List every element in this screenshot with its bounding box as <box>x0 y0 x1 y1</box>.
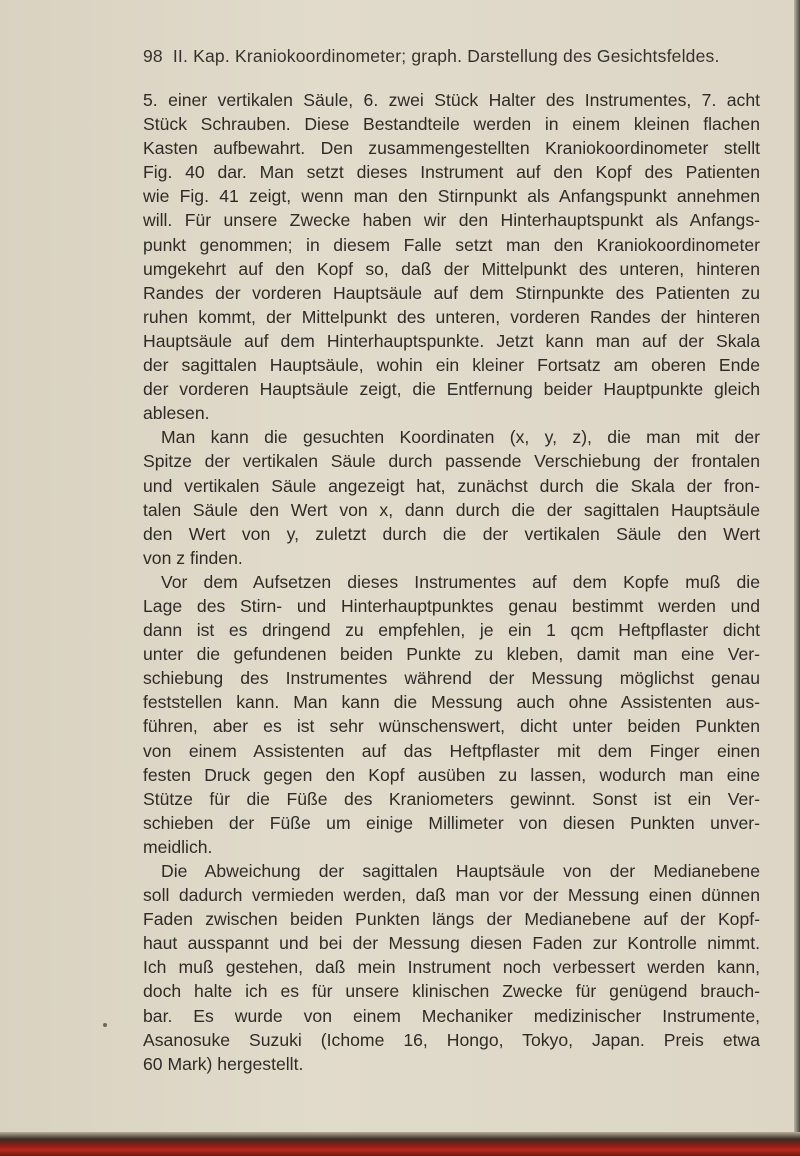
paragraph <box>143 425 760 570</box>
running-header <box>143 46 743 67</box>
text-line: Lage des Stirn- und Hinterhauptpunktes genau bestimmt werden und <box>143 595 760 616</box>
paragraph <box>143 570 760 859</box>
text-line: 5. einer vertikalen Säule, 6. zwei Stück Halter des Instrumentes, 7. acht <box>143 90 760 110</box>
text-line: doch halte ich es für unsere klinischen Zwecke für genügend brauch- <box>143 981 760 1002</box>
text-line: will. Für unsere Zwecke haben wir den Hinterhauptspunkt als Anfangs- <box>143 210 760 231</box>
text-line: Ich muß gestehen, daß mein Instrument noch verbessert werden kann, <box>143 957 760 978</box>
page-speck <box>103 1023 107 1027</box>
text-line: der vorderen Hauptsäule zeigt, die Entfernung beider Hauptpunkte gleich <box>143 379 760 400</box>
text-line: bar. Es wurde von einem Mechaniker medizinischer Instrumente, <box>143 1005 760 1026</box>
text-line: führen, aber es ist sehr wünschenswert, dicht unter beiden Punkten <box>143 716 760 737</box>
text-line: wie Fig. 41 zeigt, wenn man den Stirnpunkt als Anfangspunkt annehmen <box>143 186 760 207</box>
text-line: ablesen. <box>143 403 210 424</box>
text-line: Randes der vorderen Hauptsäule auf dem Stirnpunkte des Patienten zu <box>143 282 760 303</box>
text-line: feststellen kann. Man kann die Messung auch ohne Assistenten aus- <box>143 692 760 713</box>
text-line: und vertikalen Säule angezeigt hat, zunächst durch die Skala der fron- <box>143 475 760 496</box>
paragraph <box>143 88 760 425</box>
text-line: Asanosuke Suzuki (Ichome 16, Hongo, Tokyo, Japan. Preis etwa <box>143 1029 760 1050</box>
text-line: meidlich. <box>143 836 213 857</box>
text-line: punkt genommen; in diesem Falle setzt man den Kraniokoordinometer <box>143 234 760 255</box>
page-edge-shadow <box>794 0 800 1156</box>
text-line: 60 Mark) hergestellt. <box>143 1053 304 1074</box>
paragraph <box>143 859 760 1076</box>
text-line: haut ausspannt und bei der Messung diesen Faden zur Kontrolle nimmt. <box>143 933 760 954</box>
text-line: von z finden. <box>143 547 243 568</box>
text-line: unter die gefundenen beiden Punkte zu kleben, damit man eine Ver- <box>143 644 760 665</box>
text-line: Fig. 40 dar. Man setzt dieses Instrument auf den Kopf des Patienten <box>143 162 760 183</box>
text-line: Stück Schrauben. Diese Bestandteile werden in einem kleinen flachen <box>143 114 760 135</box>
text-line: festen Druck gegen den Kopf ausüben zu lassen, wodurch man eine <box>143 764 760 785</box>
text-line: schiebung des Instrumentes während der Messung möglichst genau <box>143 668 760 689</box>
text-line: umgekehrt auf den Kopf so, daß der Mittelpunkt des unteren, hinteren <box>143 258 760 279</box>
text-line: Hauptsäule auf dem Hinterhauptspunkte. Jetzt kann man auf der Skala <box>143 330 760 351</box>
text-line: Kasten aufbewahrt. Den zusammengestellten Kraniokoordinometer stellt <box>143 138 760 159</box>
text-line: Vor dem Aufsetzen dieses Instrumentes auf dem Kopfe muß die <box>161 571 760 592</box>
text-line: soll dadurch vermieden werden, daß man vor der Messung einen dünnen <box>143 885 760 906</box>
text-line: Faden zwischen beiden Punkten längs der Medianebene auf der Kopf- <box>143 909 760 930</box>
book-edge-band <box>0 1132 800 1156</box>
text-line: dann ist es dringend zu empfehlen, je ein 1 qcm Heftpflaster dicht <box>143 620 760 641</box>
text-line: talen Säule den Wert von x, dann durch die der sagittalen Hauptsäule <box>143 499 760 520</box>
text-line: der sagittalen Hauptsäule, wohin ein kleiner Fortsatz am oberen Ende <box>143 355 760 376</box>
body-text <box>143 88 760 1076</box>
text-line: schieben der Füße um einige Millimeter von diesen Punkten unver- <box>143 812 760 833</box>
text-line: Stütze für die Füße des Kraniometers gewinnt. Sonst ist ein Ver- <box>143 788 760 809</box>
text-line: Spitze der vertikalen Säule durch passende Verschiebung der frontalen <box>143 451 760 472</box>
chapter-title: II. Kap. Kraniokoordinometer; graph. Darstellung des Gesichtsfeldes. <box>172 46 720 66</box>
text-line: ruhen kommt, der Mittelpunkt des unteren, vorderen Randes der hinteren <box>143 306 760 327</box>
text-line: Man kann die gesuchten Koordinaten (x, y, z), die man mit der <box>161 427 760 448</box>
text-line: den Wert von y, zuletzt durch die der vertikalen Säule den Wert <box>143 523 760 544</box>
text-line: Die Abweichung der sagittalen Hauptsäule von der Medianebene <box>161 861 760 881</box>
page-number: 98 <box>143 46 163 66</box>
text-line: von einem Assistenten auf das Heftpflaster mit dem Finger einen <box>143 740 760 761</box>
